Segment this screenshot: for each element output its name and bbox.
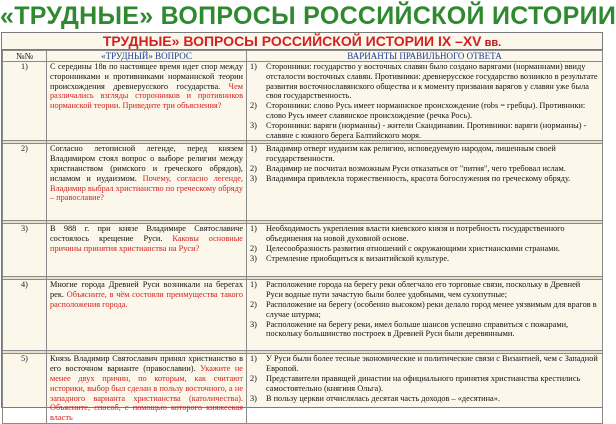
question-cell — [47, 224, 247, 277]
answer-item — [250, 62, 599, 101]
answer-text: Владимира привлекла торжественность, красота богослужения по греческому обряду. — [266, 173, 571, 183]
answer-text: Целесообразность развития отношений с окружающими христианскими странами. — [266, 243, 560, 253]
answer-number: 1) — [250, 62, 257, 71]
answer-number: 1) — [250, 224, 257, 234]
answer-item — [250, 280, 599, 300]
row-number: 5) — [3, 354, 47, 424]
question-cell — [47, 62, 247, 141]
row-number: 4) — [3, 280, 47, 351]
answer-number: 3) — [250, 253, 257, 263]
question-cell — [47, 280, 247, 351]
questions-table — [2, 50, 603, 424]
history-sheet — [1, 32, 603, 423]
question-task: Чем различались взгляды сторонников и противников норманской теории. Приведите три объяснения? — [50, 81, 243, 111]
answer-item — [250, 374, 599, 394]
answers-cell — [247, 144, 603, 221]
subtitle-text: ТРУДНЫЕ» ВОПРОСЫ РОССИЙСКОЙ ИСТОРИИ IX –XV — [102, 33, 482, 49]
answer-number: 3) — [250, 393, 257, 403]
row-number: 3) — [3, 224, 47, 277]
answer-text: Владимир отверг иудаизм как религию, исповедуемую народом, лишенным своей государственности. — [266, 144, 556, 164]
answer-text: Сторонники: варяги (норманны) - жители Скандинавии. Противники: варяги (норманны) - славяне с южного берега Балтийского моря. — [266, 120, 587, 140]
column-header-number: №№ — [3, 51, 47, 62]
answer-item — [250, 354, 599, 374]
answer-text: Расположение города на берегу реки облегчало его торговые связи, поскольку в Древней Руси водные пути зачастую были более удобными, чем сухопутные; — [266, 280, 581, 300]
answer-text: Владимир не посчитал возможным Руси отказаться от "пития", чего требовал ислам. — [266, 163, 566, 173]
answer-item — [250, 174, 599, 184]
answer-number: 1) — [250, 354, 257, 364]
answer-number: 3) — [250, 120, 257, 130]
question-text: Князь Владимир Святославич принял христианство в его восточном варианте (православии). — [50, 354, 243, 374]
answers-cell — [247, 354, 603, 424]
question-text: С середины 18в по настоящее время идет спор между сторонниками и противниками норманнской теории происхождения древнерусского государства. — [50, 62, 243, 91]
answer-item — [250, 224, 599, 244]
question-text: Многие города Древней Руси возникали на берегах рек. — [50, 280, 243, 300]
answer-number: 1) — [250, 144, 257, 154]
answer-item — [250, 121, 599, 141]
answer-number: 2) — [250, 373, 257, 383]
table-row — [3, 224, 603, 277]
subtitle-suffix: вв. — [481, 37, 502, 49]
question-task: Каковы основные причины принятия христианства на Руси? — [50, 234, 243, 253]
page-title: «ТРУДНЫЕ» ВОПРОСЫ РОССИЙСКОЙ ИСТОРИИ — [0, 2, 616, 30]
sheet-subtitle — [2, 33, 602, 50]
answer-item — [250, 254, 599, 264]
answer-text: У Руси были более тесные экономические и политические связи с Византией, чем с Западной Европой. — [266, 354, 598, 374]
question-cell — [47, 144, 247, 221]
answer-text: Расположение на берегу реки, имел больше шансов успешно справиться с пожарами, поскольку большинство построек в Древней Руси были деревянными. — [266, 319, 569, 339]
table-row — [3, 280, 603, 351]
row-number: 2) — [3, 144, 47, 221]
question-task: Почему, согласно легенде, Владимир выбрал христианство по греческому обряду – православие? — [50, 173, 243, 203]
row-number: 1) — [3, 62, 47, 141]
question-text: Согласно летописной легенде, перед князем Владимиром стоял вопрос о выборе религии между христианством (римского и греческого обрядов), исламом и иудаизмом. — [50, 144, 243, 183]
answer-item — [250, 320, 599, 340]
answer-item — [250, 101, 599, 121]
answer-number: 1) — [250, 280, 257, 290]
answer-number: 3) — [250, 319, 257, 329]
answer-number: 2) — [250, 163, 257, 173]
table-row — [3, 144, 603, 221]
answer-text: Расположение на берегу (особенно высоком) реки делало город менее уязвимым для врагов в случае штурма; — [266, 299, 597, 319]
question-cell — [47, 354, 247, 424]
column-header-answers: ВАРИАНТЫ ПРАВИЛЬНОГО ОТВЕТА — [247, 51, 603, 62]
question-task: Объясните, в чём состояли преимущества такого расположения города. — [50, 290, 243, 309]
answer-item — [250, 244, 599, 254]
answer-text: Сторонники: государство у восточных славян было создано варягами (норманнами) ввиду отсталости восточных славян. Противники: древнерусское государство возникло в результате развития восточнославянского общества и к моменту призвания варягов у славян уже была своя государственность. — [266, 62, 598, 101]
answer-text: Сторонники: слово Русь имеет норманнское происхождение (robs = гребцы). Противники: слово Русь имеет славянское происхождение (речка Рось). — [266, 101, 586, 120]
column-header-question: «ТРУДНЫЙ» ВОПРОС — [47, 51, 247, 62]
answer-number: 2) — [250, 243, 257, 253]
answer-item — [250, 394, 599, 404]
answer-text: Необходимость укрепления власти киевского князя и потребность государственного объединения на новой духовной основе. — [266, 224, 565, 244]
answers-cell — [247, 62, 603, 141]
answer-text: Стремление приобщиться к византийской культуре. — [266, 253, 450, 263]
answer-number: 3) — [250, 173, 257, 183]
answer-item — [250, 164, 599, 174]
answer-text: В пользу церкви отчислялась десятая часть доходов – «десятина». — [266, 393, 500, 403]
question-text: В 988 г. при князе Владимире Святославиче состоялось крещение Руси. — [50, 224, 243, 244]
table-header-row — [3, 51, 603, 62]
answer-number: 2) — [250, 299, 257, 309]
question-task: Укажите не менее двух причин, по которым, как считают историки, выбор был сделан в пользу восточного, а не западного варианта христианства (католичества). Объясните, способ, с помощью которого княжеская власть — [50, 364, 243, 423]
table-row — [3, 354, 603, 424]
answers-cell — [247, 224, 603, 277]
answer-text: Представители правящей династии на официального принятия христианства крестились самостоятельно (княгиня Ольга). — [266, 373, 581, 393]
answer-item — [250, 300, 599, 320]
table-row — [3, 62, 603, 141]
answer-item — [250, 144, 599, 164]
answer-number: 2) — [250, 101, 257, 111]
answers-cell — [247, 280, 603, 351]
